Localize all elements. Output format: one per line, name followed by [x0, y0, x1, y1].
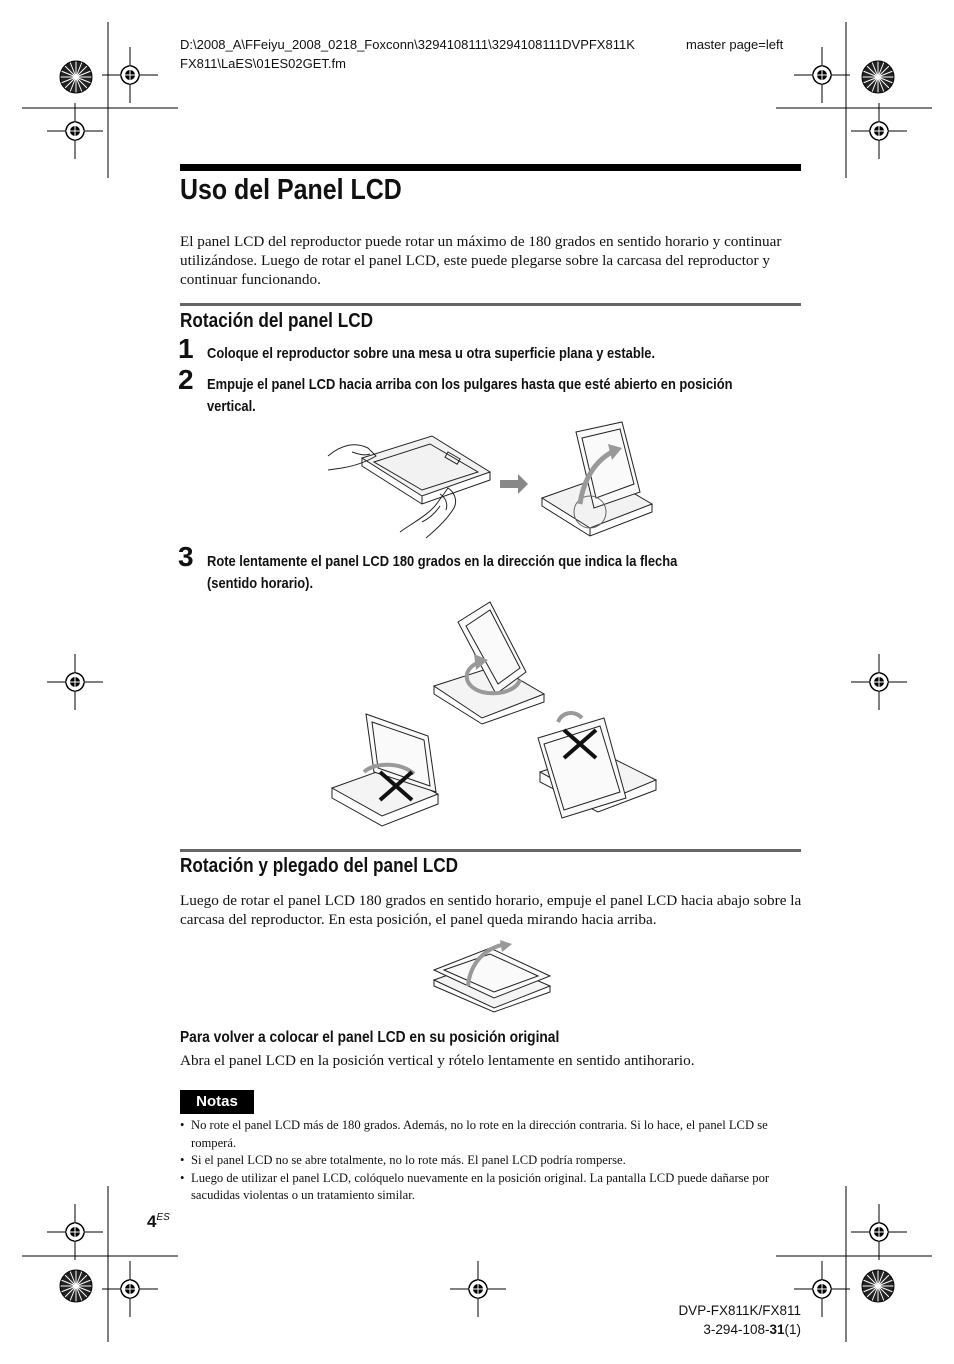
step-1-number: 1 [178, 333, 194, 364]
subheading-original-position: Para volver a colocar el panel LCD en su posición original [180, 1029, 560, 1046]
section2-rule [180, 849, 801, 852]
step-2-text-cont: vertical. [207, 398, 256, 415]
footer-code [620, 1320, 801, 1339]
illustration-open-panel [322, 422, 662, 542]
page-number [147, 1212, 170, 1232]
step-2-text: Empuje el panel LCD hacia arriba con los pulgares hasta que esté abierto en posición [207, 376, 733, 393]
step-2-number: 2 [178, 364, 194, 395]
footer-code-prefix: 3-294-108- [703, 1322, 770, 1337]
file-path-line1: D:\2008_A\FFeiyu_2008_0218_Foxconn\3294108111\3294108111DVPFX811K [180, 37, 635, 52]
page-title: Uso del Panel LCD [180, 174, 402, 206]
note-item [180, 1152, 805, 1170]
master-page-label: master page=left [686, 37, 784, 52]
note-item-text: Luego de utilizar el panel LCD, colóquelo nuevamente en la posición original. La pantalla LCD puede dañarse por sacudidas violentas o un tratamiento similar. [191, 1170, 770, 1202]
footer-code-bold: 31 [769, 1322, 785, 1337]
notes-list [180, 1117, 805, 1205]
section2-heading: Rotación y plegado del panel LCD [180, 855, 459, 877]
bullet: • [180, 1118, 185, 1132]
step-3-number: 3 [178, 541, 194, 572]
illustration-rotate-panel [330, 602, 660, 830]
step-1-text: Coloque el reproductor sobre una mesa u otra superficie plana y estable. [207, 345, 656, 362]
section1-heading: Rotación del panel LCD [180, 310, 374, 332]
step-3-text-cont: (sentido horario). [207, 575, 314, 592]
section1-rule [180, 303, 801, 306]
page-number-suffix: ES [156, 1212, 170, 1223]
note-item [180, 1117, 805, 1152]
note-item-text: No rote el panel LCD más de 180 grados. Además, no lo rote en la dirección contraria. Si lo hace, el panel LCD se romperá. [191, 1118, 768, 1150]
intro-paragraph: El panel LCD del reproductor puede rotar un máximo de 180 grados en sentido horario y continuar utilizándose. Luego de rotar el panel LCD, este puede plegarse sobre la carcasa del reproductor y continuar funcionando. [180, 233, 782, 288]
page-number-value: 4 [147, 1212, 157, 1231]
illustration-fold-panel [430, 940, 554, 1012]
notes-label: Notas [180, 1090, 254, 1114]
footer-code-suffix: (1) [784, 1322, 801, 1337]
bullet: • [180, 1153, 185, 1167]
note-item [180, 1170, 805, 1205]
note-item-text: Si el panel LCD no se abre totalmente, no lo rote más. El panel LCD podría romperse. [191, 1153, 626, 1167]
title-rule [180, 164, 801, 171]
subheading-paragraph: Abra el panel LCD en la posición vertical y rótelo lentamente en sentido antihorario. [180, 1052, 695, 1069]
step-3-text: Rote lentamente el panel LCD 180 grados en la dirección que indica la flecha [207, 553, 678, 570]
file-path-line2: FX811\LaES\01ES02GET.fm [180, 56, 346, 71]
bullet: • [180, 1170, 185, 1185]
footer-model: DVP-FX811K/FX811 [678, 1303, 801, 1318]
section2-paragraph: Luego de rotar el panel LCD 180 grados en sentido horario, empuje el panel LCD hacia abajo sobre la carcasa del reproductor. En esta posición, el panel queda mirando hacia arriba. [180, 892, 802, 928]
